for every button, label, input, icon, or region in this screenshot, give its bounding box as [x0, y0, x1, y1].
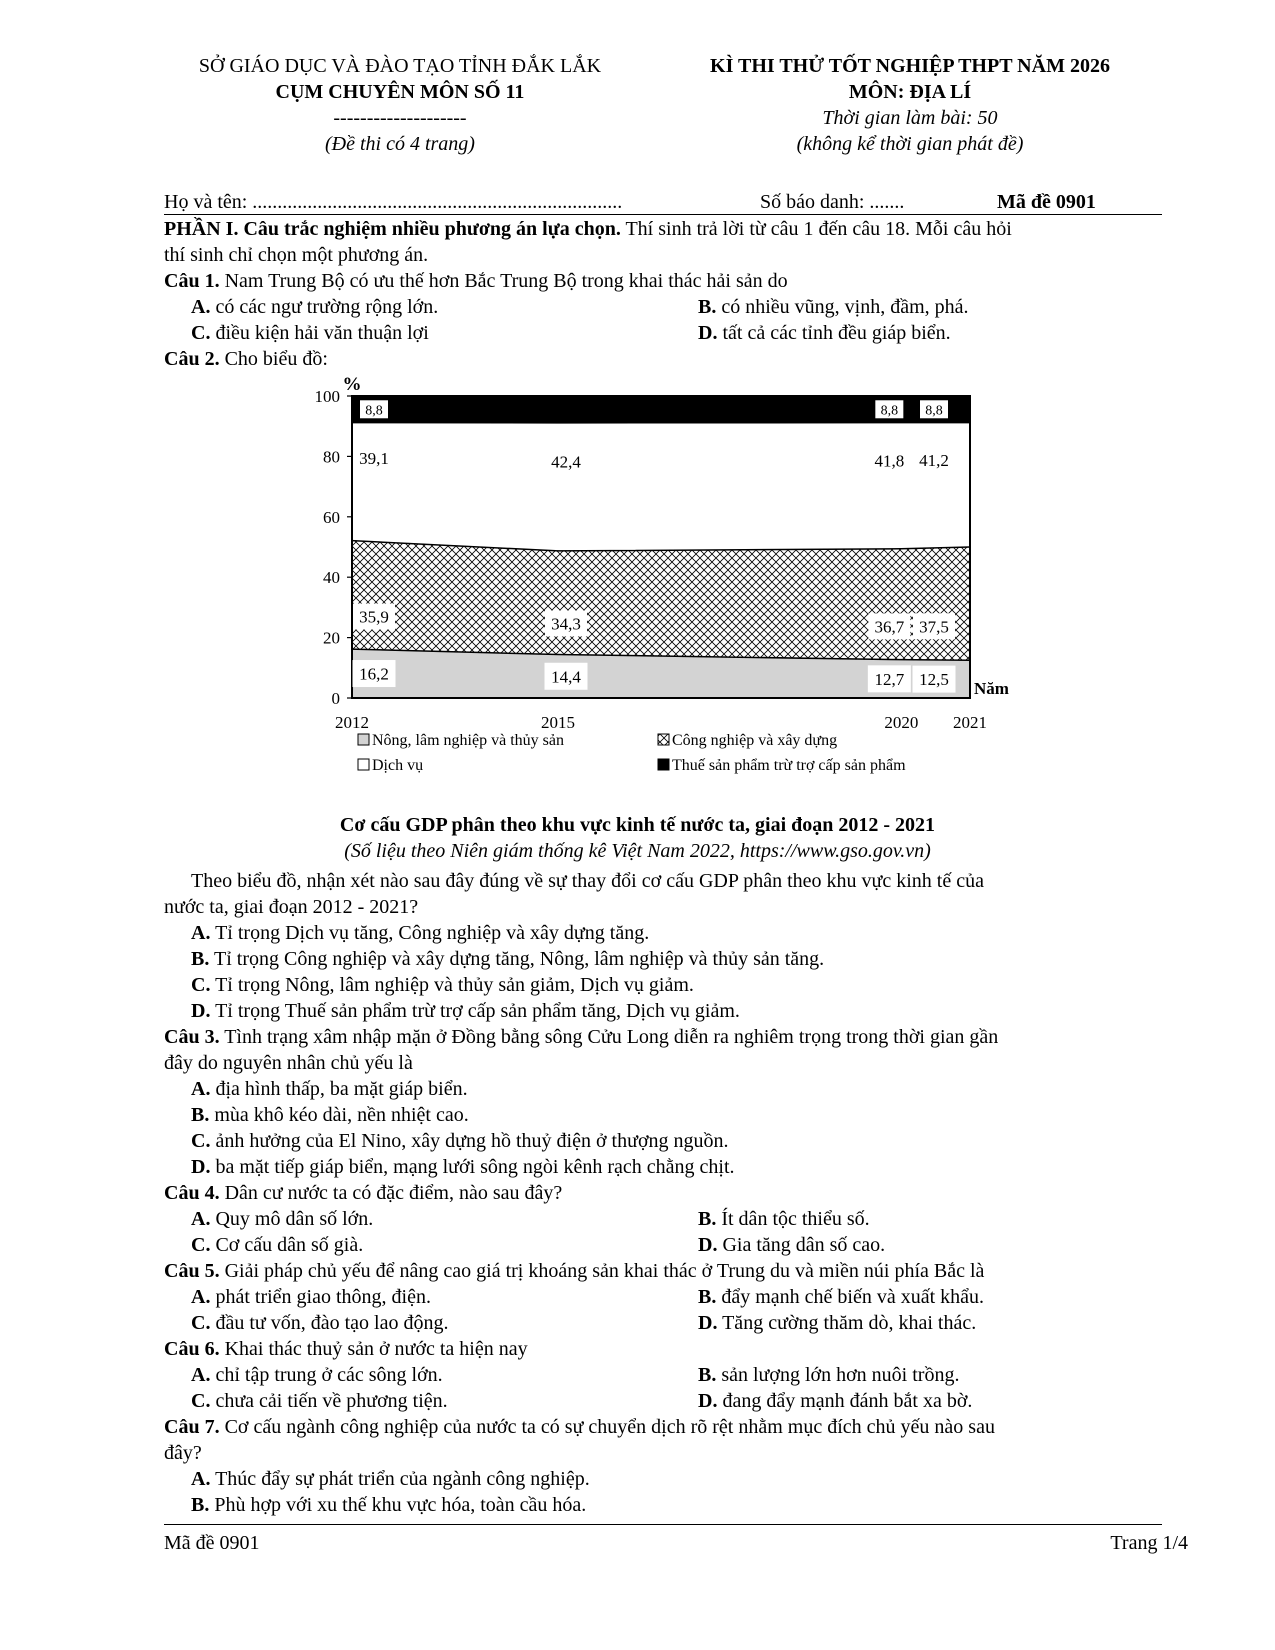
y-tick-label: 100 — [314, 387, 340, 406]
question-3 — [164, 1024, 998, 1050]
legend-label: Thuế sản phẩm trừ trợ cấp sản phẩm — [672, 757, 906, 774]
option-text: Tỉ trọng Thuế sản phẩm trừ trợ cấp sản phẩm tăng, Dịch vụ giảm. — [215, 1000, 740, 1022]
part1-instruction: Thí sinh trả lời từ câu 1 đến câu 18. Mỗi câu hỏi — [620, 218, 1012, 240]
question-number: Câu 5. — [164, 1260, 220, 1282]
q1-option-b[interactable] — [698, 294, 969, 320]
option-text: đang đẩy mạnh đánh bắt xa bờ. — [722, 1390, 973, 1412]
option-letter: D. — [698, 322, 718, 344]
exam-title: KÌ THI THỬ TỐT NGHIỆP THPT NĂM 2026 — [710, 55, 1110, 77]
option-text: chưa cải tiến về phương tiện. — [215, 1390, 448, 1412]
option-letter: A. — [191, 922, 211, 944]
option-text: Tỉ trọng Nông, lâm nghiệp và thủy sản giảm, Dịch vụ giảm. — [215, 974, 694, 996]
part1-heading — [164, 216, 1012, 242]
legend-swatch — [658, 759, 669, 770]
data-label: 8,8 — [880, 403, 899, 419]
option-text: đầu tư vốn, đào tạo lao động. — [215, 1312, 449, 1334]
option-letter: B. — [191, 1494, 210, 1516]
question-7 — [164, 1414, 995, 1440]
q4-option-d[interactable] — [698, 1232, 885, 1258]
option-text: đẩy mạnh chế biến và xuất khẩu. — [721, 1286, 985, 1308]
part1-instruction-2: thí sinh chỉ chọn một phương án. — [164, 244, 429, 266]
legend-swatch — [358, 734, 369, 745]
footer-exam-code: Mã đề 0901 — [164, 1532, 260, 1554]
y-axis-label: % — [342, 374, 362, 395]
q4-option-c[interactable] — [191, 1232, 363, 1258]
y-tick-label: 60 — [323, 507, 340, 527]
question-6 — [164, 1336, 528, 1362]
y-tick-label: 80 — [323, 447, 340, 467]
option-letter: B. — [191, 948, 210, 970]
legend-label: Nông, lâm nghiệp và thủy sản — [372, 732, 564, 749]
question-1 — [164, 268, 788, 294]
question-text: Cho biểu đồ: — [219, 348, 328, 370]
exam-code: Mã đề 0901 — [997, 191, 1096, 213]
subject: MÔN: ĐỊA LÍ — [848, 81, 972, 103]
option-letter: D. — [191, 1156, 211, 1178]
option-letter: A. — [191, 1078, 211, 1100]
option-letter: C. — [191, 974, 211, 996]
option-text: địa hình thấp, ba mặt giáp biển. — [215, 1078, 468, 1100]
question-number: Câu 7. — [164, 1416, 220, 1438]
option-letter: C. — [191, 1130, 211, 1152]
q2-option-c[interactable] — [191, 972, 694, 998]
data-label: 16,2 — [359, 664, 389, 684]
option-letter: C. — [191, 322, 211, 344]
legend-label: Công nghiệp và xây dựng — [672, 732, 838, 749]
page-count-note: (Đề thi có 4 trang) — [325, 133, 475, 155]
q6-option-b[interactable] — [698, 1362, 959, 1388]
data-label: 37,5 — [919, 617, 949, 637]
x-tick-label: 2021 — [953, 713, 987, 732]
option-letter: A. — [191, 296, 211, 318]
question-5 — [164, 1258, 984, 1284]
q2-stem-2: nước ta, giai đoạn 2012 - 2021? — [164, 896, 419, 918]
q4-option-a[interactable] — [191, 1206, 373, 1232]
q6-option-a[interactable] — [191, 1362, 443, 1388]
data-label: 35,9 — [359, 607, 389, 627]
q5-option-d[interactable] — [698, 1310, 976, 1336]
option-text: chỉ tập trung ở các sông lớn. — [215, 1364, 443, 1386]
chart-source: (Số liệu theo Niên giám thống kê Việt Nam 2022, https://www.gso.gov.vn) — [344, 840, 931, 862]
cluster-name: CỤM CHUYÊN MÔN SỐ 11 — [275, 81, 525, 103]
q3-text-2: đây do nguyên nhân chủ yếu là — [164, 1052, 413, 1074]
option-text: có các ngư trường rộng lớn. — [215, 296, 439, 318]
q1-option-c[interactable] — [191, 320, 429, 346]
option-text: tất cả các tỉnh đều giáp biển. — [722, 322, 951, 344]
option-letter: A. — [191, 1468, 211, 1490]
separator: -------------------- — [333, 107, 467, 129]
candidate-number-field: Số báo danh: ....... — [760, 191, 905, 213]
legend-swatch — [658, 734, 669, 745]
option-letter: C. — [191, 1234, 211, 1256]
q5-option-b[interactable] — [698, 1284, 984, 1310]
q7-option-a[interactable] — [191, 1466, 590, 1492]
q3-option-c[interactable] — [191, 1128, 729, 1154]
chart-legend — [358, 732, 906, 774]
option-text: ảnh hưởng của El Nino, xây dựng hồ thuỷ điện ở thượng nguồn. — [215, 1130, 729, 1152]
header-rule — [164, 214, 1162, 215]
q2-option-b[interactable] — [191, 946, 824, 972]
option-text: có nhiều vũng, vịnh, đầm, phá. — [721, 296, 969, 318]
option-text: ba mặt tiếp giáp biển, mạng lưới sông ngòi kênh rạch chằng chịt. — [215, 1156, 735, 1178]
q5-option-a[interactable] — [191, 1284, 431, 1310]
option-text: Tỉ trọng Dịch vụ tăng, Công nghiệp và xây dựng tăng. — [215, 922, 650, 944]
q1-option-d[interactable] — [698, 320, 951, 346]
part1-title: PHẦN I. Câu trắc nghiệm nhiều phương án lựa chọn. — [164, 218, 621, 240]
duration-note: (không kể thời gian phát đề) — [796, 133, 1024, 155]
footer-rule — [164, 1524, 1162, 1525]
data-label: 12,5 — [919, 670, 949, 690]
legend-label: Dịch vụ — [372, 757, 424, 774]
x-axis-label: Năm — [974, 679, 1009, 698]
question-text: Khai thác thuỷ sản ở nước ta hiện nay — [219, 1338, 528, 1360]
option-letter: A. — [191, 1364, 211, 1386]
question-number: Câu 3. — [164, 1026, 220, 1048]
question-text: Nam Trung Bộ có ưu thế hơn Bắc Trung Bộ trong khai thác hải sản do — [219, 270, 788, 292]
question-text: Dân cư nước ta có đặc điểm, nào sau đây? — [219, 1182, 563, 1204]
department-name: SỞ GIÁO DỤC VÀ ĐÀO TẠO TỈNH ĐẮK LẮK — [198, 55, 602, 77]
x-tick-label: 2012 — [335, 713, 369, 732]
q4-option-b[interactable] — [698, 1206, 870, 1232]
option-letter: D. — [191, 1000, 211, 1022]
question-number: Câu 4. — [164, 1182, 220, 1204]
option-text: Ít dân tộc thiểu số. — [721, 1208, 870, 1230]
data-label: 42,4 — [551, 452, 581, 472]
q3-option-a[interactable] — [191, 1076, 468, 1102]
option-letter: B. — [191, 1104, 210, 1126]
option-text: điều kiện hải văn thuận lợi — [215, 322, 429, 344]
q7-option-b[interactable] — [191, 1492, 586, 1518]
option-text: Gia tăng dân số cao. — [722, 1234, 886, 1256]
y-tick-label: 0 — [331, 689, 340, 708]
y-tick-label: 20 — [323, 628, 340, 648]
option-text: sản lượng lớn hơn nuôi trồng. — [721, 1364, 960, 1386]
question-number: Câu 6. — [164, 1338, 220, 1360]
option-text: mùa khô kéo dài, nền nhiệt cao. — [214, 1104, 469, 1126]
question-text: Tình trạng xâm nhập mặn ở Đồng bằng sông Cửu Long diễn ra nghiêm trọng trong thời gian gần — [219, 1026, 999, 1048]
data-label: 41,2 — [919, 450, 949, 470]
option-letter: B. — [698, 1364, 717, 1386]
question-text: Cơ cấu ngành công nghiệp của nước ta có sự chuyển dịch rõ rệt nhằm mục đích chủ yếu nào sau — [219, 1416, 995, 1438]
q7-text-2: đây? — [164, 1442, 202, 1464]
option-letter: A. — [191, 1286, 211, 1308]
option-letter: D. — [698, 1234, 718, 1256]
duration: Thời gian làm bài: 50 — [822, 107, 998, 129]
y-tick-label: 40 — [323, 568, 340, 588]
option-letter: B. — [698, 1286, 717, 1308]
question-text: Giải pháp chủ yếu để nâng cao giá trị khoáng sản khai thác ở Trung du và miền núi phía Bắc là — [219, 1260, 985, 1282]
q2-option-d[interactable] — [191, 998, 740, 1024]
option-text: phát triển giao thông, điện. — [215, 1286, 431, 1308]
option-text: Tỉ trọng Công nghiệp và xây dựng tăng, Nông, lâm nghiệp và thủy sản tăng. — [213, 948, 825, 970]
legend-swatch — [358, 759, 369, 770]
option-text: Tăng cường thăm dò, khai thác. — [722, 1312, 977, 1334]
option-letter: B. — [698, 1208, 717, 1230]
option-text: Quy mô dân số lớn. — [215, 1208, 374, 1230]
option-letter: C. — [191, 1390, 211, 1412]
data-label: 8,8 — [365, 403, 383, 419]
q6-option-c[interactable] — [191, 1388, 448, 1414]
q5-option-c[interactable] — [191, 1310, 448, 1336]
q6-option-d[interactable] — [698, 1388, 972, 1414]
x-tick-label: 2020 — [884, 713, 919, 732]
q2-option-a[interactable] — [191, 920, 649, 946]
option-letter: A. — [191, 1208, 211, 1230]
data-label: 41,8 — [874, 451, 905, 471]
option-letter: B. — [698, 296, 717, 318]
data-label: 39,1 — [359, 449, 389, 469]
student-name-field: Họ và tên: .......................................................................... — [164, 191, 623, 213]
q2-stem-1: Theo biểu đồ, nhận xét nào sau đây đúng về sự thay đổi cơ cấu GDP phân theo khu vực kinh tế của — [191, 870, 984, 892]
area-1 — [352, 541, 970, 661]
data-label: 12,7 — [874, 669, 905, 689]
question-4 — [164, 1180, 562, 1206]
gdp-structure-chart — [0, 370, 1275, 820]
q1-option-a[interactable] — [191, 294, 438, 320]
q3-option-d[interactable] — [191, 1154, 735, 1180]
data-label: 36,7 — [874, 617, 905, 637]
data-label: 34,3 — [551, 614, 581, 634]
option-text: Phù hợp với xu thế khu vực hóa, toàn cầu hóa. — [214, 1494, 587, 1516]
question-number: Câu 1. — [164, 270, 220, 292]
option-text: Thúc đẩy sự phát triển của ngành công nghiệp. — [215, 1468, 590, 1490]
data-label: 8,8 — [925, 403, 943, 419]
chart-title: Cơ cấu GDP phân theo khu vực kinh tế nước ta, giai đoạn 2012 - 2021 — [339, 814, 936, 836]
option-letter: D. — [698, 1312, 718, 1334]
header-left — [150, 53, 650, 157]
x-tick-label: 2015 — [541, 713, 575, 732]
option-letter: D. — [698, 1390, 718, 1412]
header-right — [645, 53, 1175, 157]
q3-option-b[interactable] — [191, 1102, 469, 1128]
chart-areas — [352, 396, 970, 698]
option-letter: C. — [191, 1312, 211, 1334]
question-2 — [164, 346, 328, 372]
footer-page-number: Trang 1/4 — [1110, 1532, 1188, 1554]
area-2 — [352, 423, 970, 551]
question-number: Câu 2. — [164, 348, 220, 370]
option-text: Cơ cấu dân số già. — [215, 1234, 364, 1256]
data-label: 14,4 — [551, 667, 581, 687]
